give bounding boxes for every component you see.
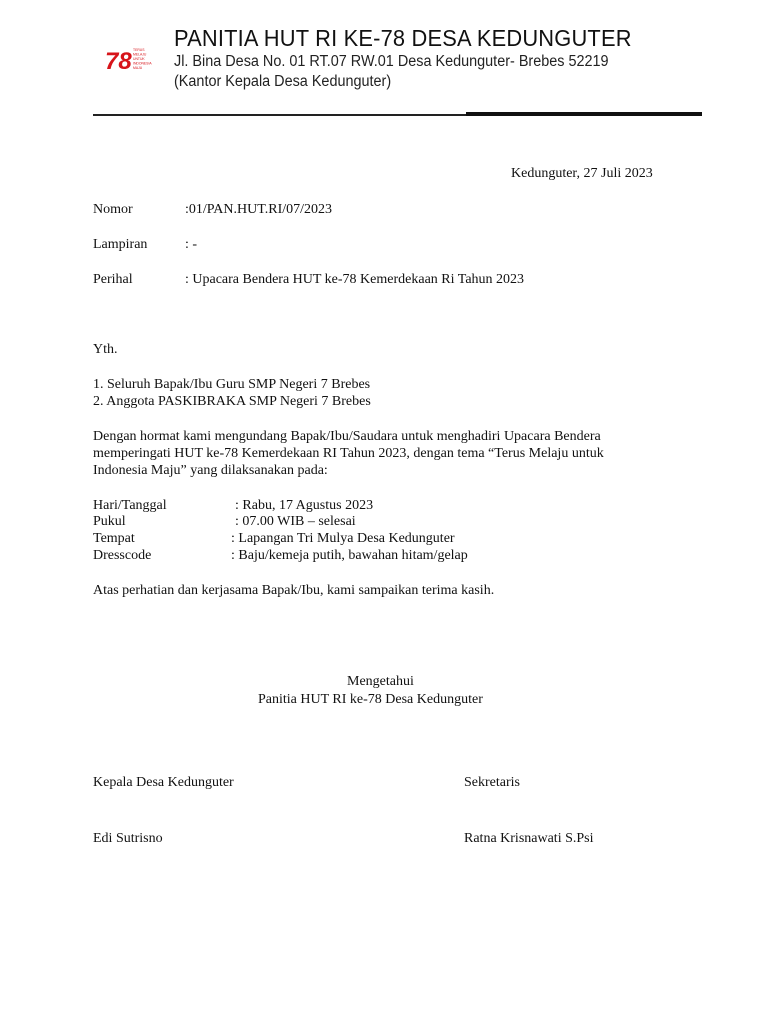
committee-name: Panitia HUT RI ke-78 Desa Kedunguter (258, 692, 483, 707)
detail-value-dresscode: : Baju/kemeja putih, bawahan hitam/gelap (231, 548, 468, 563)
detail-label-place: Tempat (93, 531, 135, 546)
meta-label-nomor: Nomor (93, 202, 133, 217)
detail-value-place: : Lapangan Tri Mulya Desa Kedunguter (231, 531, 455, 546)
addressee-intro: Yth. (93, 342, 118, 357)
signatory-left-name: Edi Sutrisno (93, 831, 163, 846)
committee-title: PANITIA HUT RI KE-78 DESA KEDUNGUTER (174, 25, 632, 51)
place-date: Kedunguter, 27 Juli 2023 (511, 166, 653, 181)
detail-label-time: Pukul (93, 514, 126, 529)
logo-caption-line: MAJU (133, 66, 143, 70)
logo-caption-line: MELAJU (133, 52, 147, 57)
detail-label-dresscode: Dresscode (93, 548, 152, 563)
letterhead-divider-accent (466, 112, 702, 116)
hut-ri-78-logo (100, 42, 160, 76)
meta-value-perihal: : Upacara Bendera HUT ke-78 Kemerdekaan Ri Tahun 2023 (185, 272, 525, 287)
meta-value-lampiran: : - (185, 237, 198, 252)
signatory-right-name: Ratna Krisnawati S.Psi (464, 831, 594, 846)
hut-78-logo-icon (100, 42, 160, 76)
body-line: Indonesia Maju” yang dilaksanakan pada: (93, 463, 328, 478)
acknowledge-label: Mengetahui (347, 674, 414, 689)
logo-caption-line: UNTUK (133, 57, 145, 61)
detail-value-time: : 07.00 WIB – selesai (235, 514, 356, 529)
addressee-item: 2. Anggota PASKIBRAKA SMP Negeri 7 Brebes (93, 394, 371, 409)
committee-office: (Kantor Kepala Desa Kedunguter) (174, 73, 392, 90)
signatory-right-role: Sekretaris (464, 775, 520, 790)
body-line: Dengan hormat kami mengundang Bapak/Ibu/Saudara untuk menghadiri Upacara Bendera (93, 429, 601, 444)
logo-caption-line: INDONESIA (133, 61, 152, 66)
logo-number: 78 (105, 48, 132, 75)
meta-label-perihal: Perihal (93, 272, 133, 287)
detail-label-date: Hari/Tanggal (93, 498, 167, 513)
committee-address: Jl. Bina Desa No. 01 RT.07 RW.01 Desa Kedunguter- Brebes 52219 (174, 53, 609, 70)
body-line: memperingati HUT ke-78 Kemerdekaan RI Tahun 2023, dengan tema “Terus Melaju untuk (93, 446, 604, 461)
meta-label-lampiran: Lampiran (93, 237, 148, 252)
addressee-item: 1. Seluruh Bapak/Ibu Guru SMP Negeri 7 Brebes (93, 377, 371, 392)
closing-sentence: Atas perhatian dan kerjasama Bapak/Ibu, kami sampaikan terima kasih. (93, 583, 495, 598)
detail-value-date: : Rabu, 17 Agustus 2023 (235, 498, 374, 513)
logo-caption-line: TERUS (133, 48, 145, 52)
signatory-left-role: Kepala Desa Kedunguter (93, 775, 234, 790)
meta-value-nomor: :01/PAN.HUT.RI/07/2023 (185, 202, 333, 217)
